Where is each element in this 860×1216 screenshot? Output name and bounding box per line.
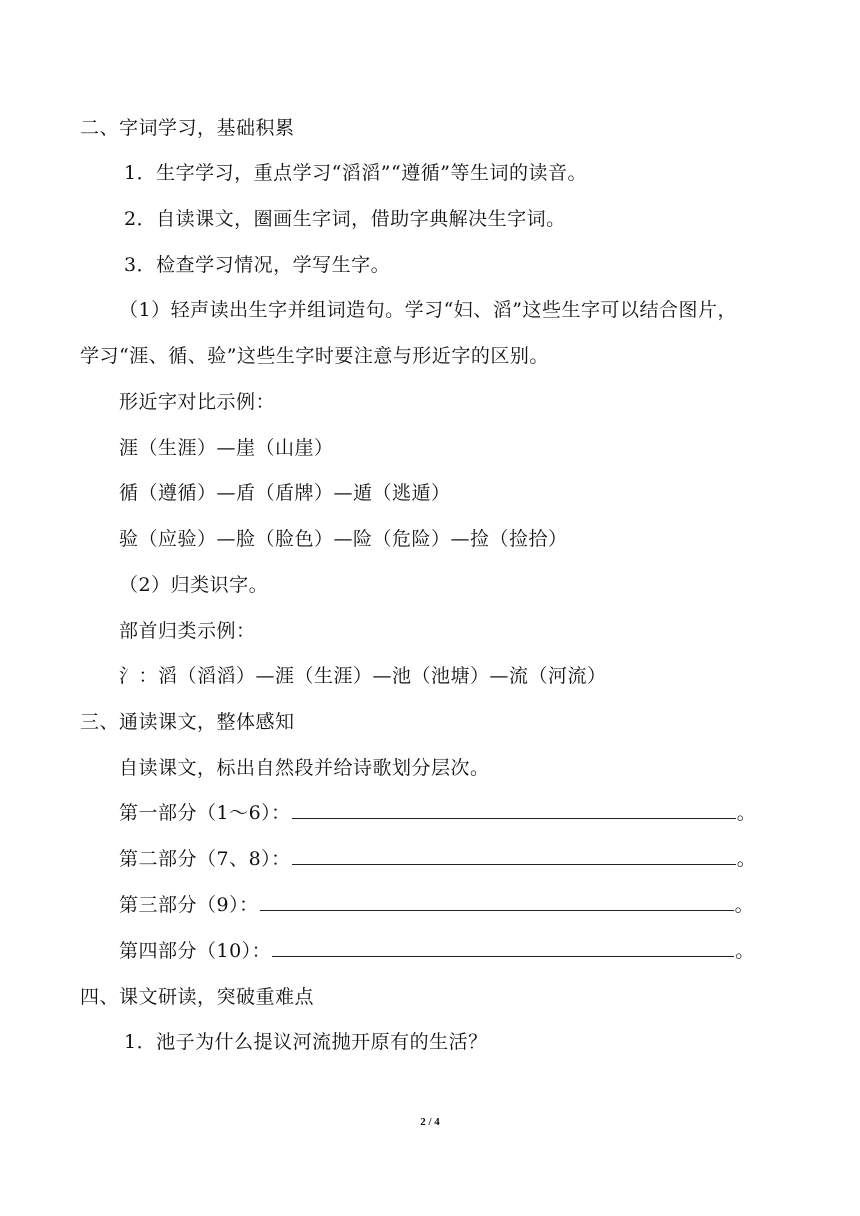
part-4-blank[interactable] bbox=[272, 939, 734, 957]
page-number: 2 / 4 bbox=[420, 1116, 440, 1128]
compare-example-2: 循（遵循）—盾（盾牌）—遁（逃遁） bbox=[119, 482, 451, 504]
section-2-item-3: 3．检查学习情况，学写生字。 bbox=[124, 254, 391, 276]
compare-example-3: 验（应验）—脸（脸色）—险（危险）—捡（捡拾） bbox=[119, 528, 568, 550]
part-2-end: 。 bbox=[736, 848, 757, 870]
part-3-blank[interactable] bbox=[260, 893, 734, 911]
section-2-item-2: 2．自读课文，圈画生字词，借助字典解决生字词。 bbox=[124, 208, 566, 230]
section-4-heading: 四、课文研读，突破重难点 bbox=[80, 986, 315, 1008]
part-3-end: 。 bbox=[734, 894, 755, 916]
part-1-row bbox=[119, 801, 756, 825]
part-2-blank[interactable] bbox=[292, 847, 736, 865]
section-3-heading: 三、通读课文，整体感知 bbox=[80, 711, 295, 733]
compare-title: 形近字对比示例： bbox=[119, 391, 276, 413]
radical-title: 部首归类示例： bbox=[119, 620, 256, 642]
part-2-row bbox=[119, 847, 756, 871]
part-1-blank[interactable] bbox=[292, 801, 736, 819]
radical-example: 氵：滔（滔滔）—涯（生涯）—池（池塘）—流（河流） bbox=[119, 665, 607, 687]
section-2-sub-1-line-2: 学习“涯、循、验”这些生字时要注意与形近字的区别。 bbox=[80, 345, 549, 367]
part-1-label: 第一部分（1～6）： bbox=[119, 802, 291, 824]
part-1-end: 。 bbox=[736, 802, 757, 824]
section-2-sub-1-line-1: （1）轻声读出生字并组词造句。学习“妇、滔”这些生字可以结合图片， bbox=[119, 299, 738, 321]
part-3-label: 第三部分（9）： bbox=[119, 894, 259, 916]
section-2-heading: 二、字词学习，基础积累 bbox=[80, 117, 295, 139]
section-4-item-1: 1．池子为什么提议河流抛开原有的生活？ bbox=[124, 1031, 488, 1053]
part-4-row bbox=[119, 939, 755, 963]
section-3-intro: 自读课文，标出自然段并给诗歌划分层次。 bbox=[119, 757, 490, 779]
compare-example-1: 涯（生涯）—崖（山崖） bbox=[119, 437, 334, 459]
part-4-label: 第四部分（10）： bbox=[119, 940, 272, 962]
part-2-label: 第二部分（7、8）： bbox=[119, 848, 291, 870]
part-4-end: 。 bbox=[735, 940, 755, 962]
section-2-sub-2: （2）归类识字。 bbox=[119, 574, 269, 596]
section-2-item-1: 1．生字学习，重点学习“滔滔”“遵循”等生词的读音。 bbox=[124, 162, 587, 184]
part-3-row bbox=[119, 893, 754, 917]
